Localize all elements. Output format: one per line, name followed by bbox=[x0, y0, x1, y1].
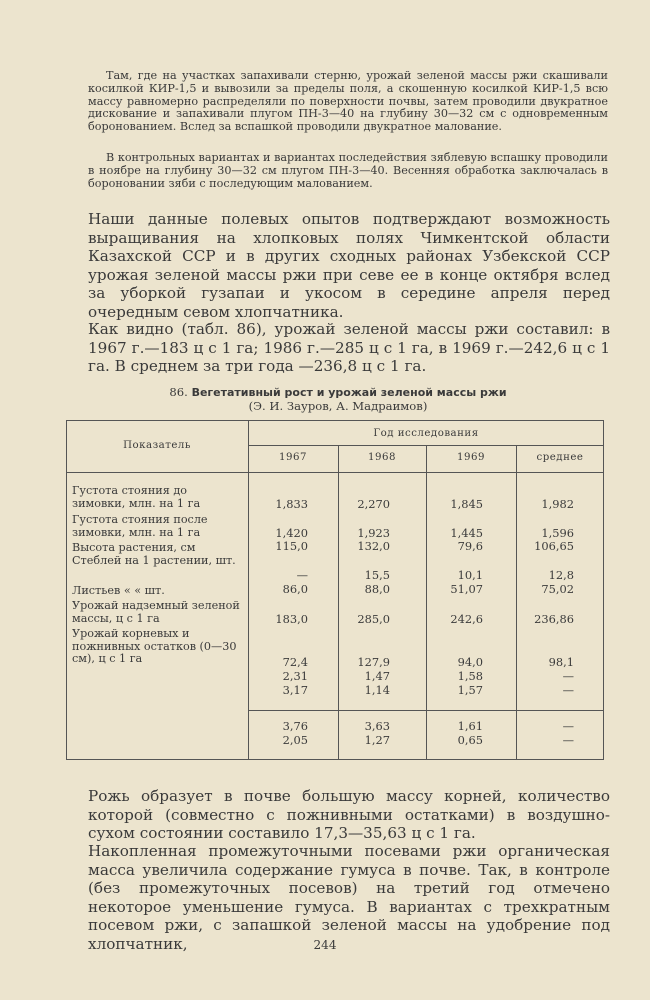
table-cell: 1,596 bbox=[541, 526, 574, 540]
header-year-1968: 1968 bbox=[368, 452, 396, 463]
table-cell: — bbox=[562, 669, 574, 683]
header-average: среднее bbox=[536, 452, 584, 463]
table-cell: 2,270 bbox=[357, 497, 390, 511]
table-cell: 285,0 bbox=[357, 612, 390, 626]
table-cell: 183,0 bbox=[275, 612, 308, 626]
table-cell: 2,31 bbox=[282, 669, 308, 683]
body-paragraph-3: Рожь образует в почве большую массу корней, количество которой (совместно с пожнивными остатками) в воздушно-сухом состоянии составило 17,3—35,63 ц с 1 га. bbox=[88, 787, 610, 843]
data-table bbox=[66, 420, 604, 760]
table-cell: 79,6 bbox=[457, 539, 483, 553]
table-cell: 10,1 bbox=[457, 568, 483, 582]
table-number: 86. bbox=[169, 385, 188, 399]
table-cell: 1,27 bbox=[364, 733, 390, 747]
table-cell: 242,6 bbox=[450, 612, 483, 626]
table-cell: 75,02 bbox=[541, 582, 574, 596]
table-cell: 3,63 bbox=[364, 719, 390, 733]
table-cell: 1,58 bbox=[457, 669, 483, 683]
table-cell: 1,61 bbox=[457, 719, 483, 733]
table-title bbox=[60, 385, 616, 400]
table-cell: 106,65 bbox=[534, 539, 574, 553]
table-cell: 1,833 bbox=[275, 497, 308, 511]
body-paragraph-1: Наши данные полевых опытов подтверждают возможность выращивания на хлопковых полях Чимкентской области Казахской ССР и в других сходных районах Узбекской ССР урожая зеленой массы ржи при севе ее в конце октября вслед за уборкой гузапаи и укосом в середине апреля перед очередным севом хлопчатника. bbox=[88, 210, 610, 321]
table-cell: 98,1 bbox=[548, 655, 574, 669]
header-indicator: Показатель bbox=[123, 440, 191, 451]
page-number: 244 bbox=[313, 938, 337, 952]
header-year-1967: 1967 bbox=[279, 452, 307, 463]
row-label-density-before: Густота стояния до зимовки, млн. на 1 га bbox=[72, 484, 201, 510]
table-cell: 132,0 bbox=[357, 539, 390, 553]
table-cell: 1,57 bbox=[457, 683, 483, 697]
table-cell: — bbox=[562, 733, 574, 747]
table-cell: — bbox=[562, 683, 574, 697]
table-cell: 94,0 bbox=[457, 655, 483, 669]
header-year-group: Год исследования bbox=[373, 428, 479, 439]
table-cell: 0,65 bbox=[457, 733, 483, 747]
table-cell: 1,982 bbox=[541, 497, 574, 511]
method-paragraph-1: Там, где на участках запахивали стерню, урожай зеленой массы ржи скашивали косилкой КИР-1,5 и вывозили за пределы поля, а скошенную косилкой КИР-1,5 всю массу равномерно распределяли по поверхности почвы, затем проводили двукратное дискование и запахивали плугом ПН-3—40 на глубину 30—32 см с одновременным боронованием. Вслед за вспашкой проводили двукратное малование. bbox=[88, 69, 608, 134]
row-label-density-after: Густота стояния после зимовки, млн. на 1 га bbox=[72, 513, 208, 539]
row-label-height: Высота растения, см bbox=[72, 541, 196, 554]
table-cell: 127,9 bbox=[357, 655, 390, 669]
table-cell: 236,86 bbox=[534, 612, 574, 626]
row-label-yield-green: Урожай надземный зеленой массы, ц с 1 га bbox=[72, 599, 240, 625]
table-cell: 12,8 bbox=[548, 568, 574, 582]
table-cell: — bbox=[562, 719, 574, 733]
row-label-yield-roots: Урожай корневых и пожнивных остатков (0—30 см), ц с 1 га bbox=[72, 627, 237, 666]
table-cell: 3,17 bbox=[282, 683, 308, 697]
table-cell: 1,420 bbox=[275, 526, 308, 540]
table-cell: 86,0 bbox=[282, 582, 308, 596]
row-label-stems: Стеблей на 1 растении, шт. bbox=[72, 554, 236, 567]
table-cell: 3,76 bbox=[282, 719, 308, 733]
table-cell: 72,4 bbox=[282, 655, 308, 669]
table-cell: 1,14 bbox=[364, 683, 390, 697]
method-paragraph-2: В контрольных вариантах и вариантах последействия зяблевую вспашку проводили в ноябре на глубину 30—32 см плугом ПН-3—40. Весенняя обработка заключалась в бороновании зяби с последующим малованием. bbox=[88, 151, 608, 190]
body-paragraph-2: Как видно (табл. 86), урожай зеленой массы ржи составил: в 1967 г.—183 ц с 1 га; 1986 г.—285 ц с 1 га, в 1969 г.—242,6 ц с 1 га. В среднем за три года —236,8 ц с 1 га. bbox=[88, 320, 610, 376]
row-label-leaves: Листьев « « шт. bbox=[72, 584, 165, 597]
table-cell: 1,47 bbox=[364, 669, 390, 683]
table-cell: 115,0 bbox=[275, 539, 308, 553]
table-cell: 88,0 bbox=[364, 582, 390, 596]
table-cell: 1,845 bbox=[450, 497, 483, 511]
table-caption: Вегетативный рост и урожай зеленой массы ржи bbox=[191, 386, 507, 399]
table-cell: 51,07 bbox=[450, 582, 483, 596]
table-cell: 15,5 bbox=[364, 568, 390, 582]
table-cell: 2,05 bbox=[282, 733, 308, 747]
body-paragraph-4: Накопленная промежуточными посевами ржи органическая масса увеличила содержание гумуса в почве. Так, в контроле (без промежуточных посевов) на третий год отмечено некоторое уменьшение гумуса. В вариантах с трехкратным посевом ржи, с запашкой зеленой массы на удобрение под хлопчатник, bbox=[88, 842, 610, 953]
table-authors: (Э. И. Зауров, А. Мадраимов) bbox=[248, 399, 428, 413]
table-cell: 1,445 bbox=[450, 526, 483, 540]
table-cell: — bbox=[296, 568, 308, 582]
table-cell: 1,923 bbox=[357, 526, 390, 540]
header-year-1969: 1969 bbox=[457, 452, 485, 463]
